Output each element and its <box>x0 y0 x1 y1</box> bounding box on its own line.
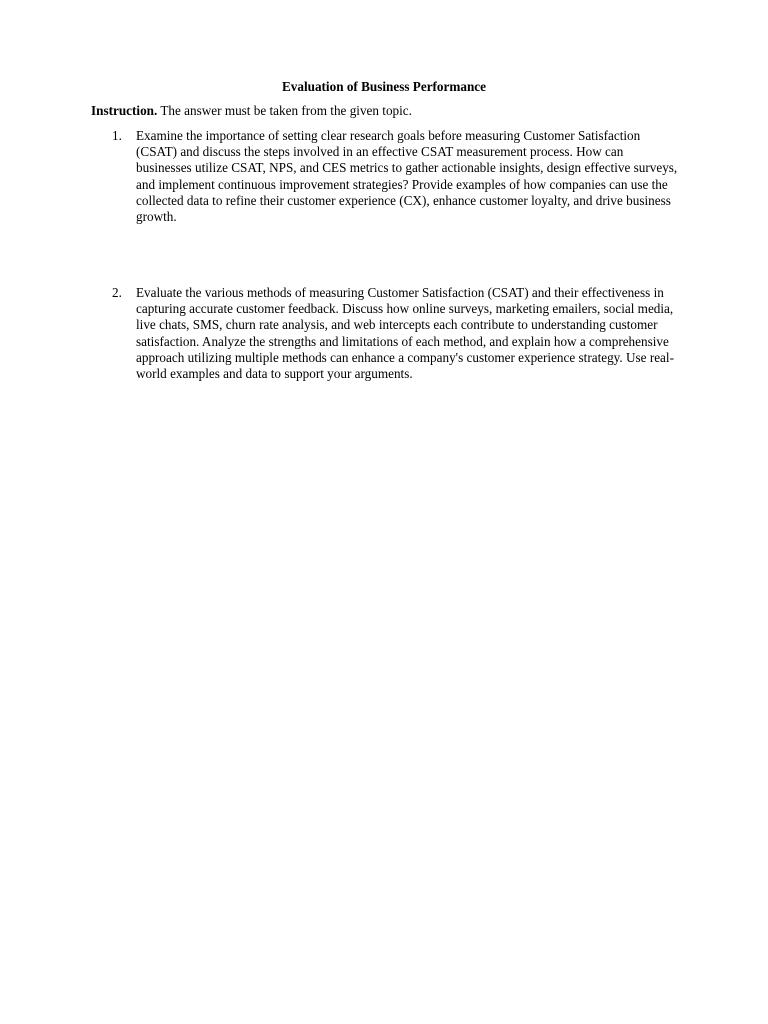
instruction-line <box>91 103 691 119</box>
question-text-1: Examine the importance of setting clear research goals before measuring Customer Satisfaction (CSAT) and discuss the steps involved in an effective CSAT measurement process. How can businesses utilize CSAT, NPS, and CES metrics to gather actionable insights, design effective surveys, and implement continuous improvement strategies? Provide examples of how companies can use the collected data to refine their customer experience (CX), enhance customer loyalty, and drive business growth. <box>136 128 678 225</box>
question-item-1 <box>112 128 682 225</box>
document-title: Evaluation of Business Performance <box>281 79 487 94</box>
question-text-2: Evaluate the various methods of measuring Customer Satisfaction (CSAT) and their effectiveness in capturing accurate customer feedback. Discuss how online surveys, marketing emailers, social media, live chats, SMS, churn rate analysis, and web intercepts each contribute to understanding customer satisfaction. Analyze the strengths and limitations of each method, and explain how a comprehensive approach utilizing multiple methods can enhance a company's customer experience strategy. Use real-world examples and data to support your arguments. <box>136 285 674 382</box>
instruction-text: The answer must be taken from the given topic. <box>157 103 412 118</box>
question-number-2: 2. <box>112 285 122 300</box>
question-item-2 <box>112 285 682 382</box>
question-number-1: 1. <box>112 128 122 143</box>
instruction-label: Instruction. <box>91 103 158 118</box>
